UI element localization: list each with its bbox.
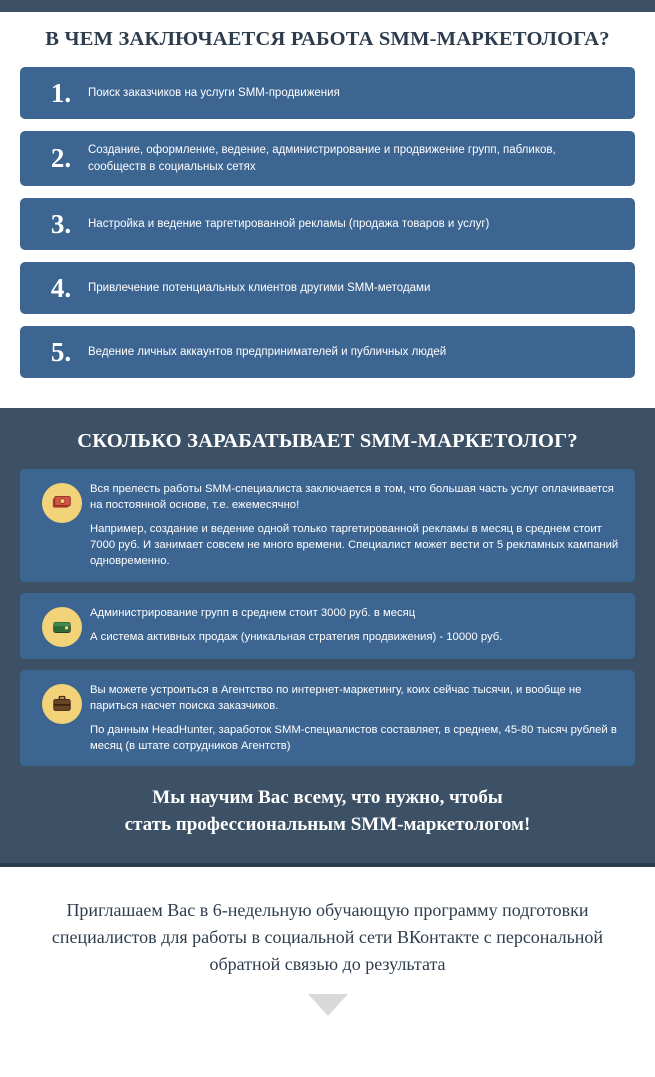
closing-statement [20, 784, 635, 839]
section-earnings-title: СКОЛЬКО ЗАРАБАТЫВАЕТ SMM-МАРКЕТОЛОГ? [77, 430, 578, 453]
list-item-number: 5. [50, 336, 72, 367]
list-item-label: Поиск заказчиков на услуги SMM-продвижения [88, 86, 340, 99]
section-earnings [0, 408, 655, 862]
closing-line-1: Мы научим Вас всему, что нужно, чтобы [152, 786, 503, 808]
list-item-label: Привлечение потенциальных клиентов другими SMM-методами [88, 282, 431, 294]
section-job-duties [0, 12, 655, 408]
wallet-icon-shape [42, 607, 82, 647]
list-item [20, 198, 635, 250]
page-title: В ЧЕМ ЗАКЛЮЧАЕТСЯ РАБОТА SMM-МАРКЕТОЛОГА? [45, 28, 610, 50]
list-item-number: 2. [50, 143, 72, 174]
money-icon [34, 481, 90, 523]
list-item-label: Настройка и ведение таргетированной рекламы (продажа товаров и услуг) [88, 218, 490, 230]
list-item-number: 1. [50, 77, 72, 108]
closing-line-2: стать профессиональным SMM-маркетологом! [124, 814, 531, 836]
scroll-down-button[interactable] [28, 994, 627, 1016]
section-divider [0, 863, 655, 879]
info-card-body [90, 605, 621, 645]
briefcase-icon [34, 682, 90, 724]
chevron-down-icon [308, 994, 348, 1016]
list-item [20, 262, 635, 314]
top-bar [0, 0, 655, 12]
info-card [20, 670, 635, 766]
info-card-paragraph: Администрирование групп в среднем стоит 3000 руб. в месяц [90, 606, 416, 619]
info-card-body [90, 481, 621, 569]
list-item [20, 131, 635, 186]
list-item [20, 326, 635, 378]
list-item-label: Ведение личных аккаунтов предпринимателей и публичных людей [88, 346, 447, 358]
info-card-paragraph: По данным HeadHunter, заработок SMM-специалистов составляет, в среднем, 45-80 тысяч рублей в месяц (в штате сотрудников Агентств) [90, 723, 617, 752]
info-card-paragraph: А система активных продаж (уникальная стратегия продвижения) - 10000 руб. [90, 630, 503, 643]
info-card [20, 593, 635, 659]
list-item-number: 3. [50, 208, 72, 239]
info-card-body [90, 682, 621, 754]
info-card [20, 469, 635, 581]
money-icon-shape [42, 483, 82, 523]
section-invitation [0, 879, 655, 1026]
list-item [20, 67, 635, 119]
info-card-paragraph: Вы можете устроиться в Агентство по интернет-маркетингу, коих сейчас тысячи, и вообще не париться насчет поиска заказчиков. [90, 683, 582, 712]
info-card-paragraph: Например, создание и ведение одной только таргетированной рекламы в месяц в среднем стоит 7000 руб. И занимает совсем не много времени. Специалист может вести от 5 рекламных кампаний одновременно. [90, 523, 619, 568]
info-card-paragraph: Вся прелесть работы SMM-специалиста заключается в том, что большая часть услуг оплачивается на постоянной основе, т.е. ежемесячно! [90, 483, 614, 512]
briefcase-icon-shape [42, 684, 82, 724]
invitation-text: Приглашаем Вас в 6-недельную обучающую программу подготовки специалистов для работы в социальной сети ВКонтакте с персональной обратной связью до результата [51, 899, 604, 974]
wallet-icon [34, 605, 90, 647]
list-item-number: 4. [50, 272, 72, 303]
list-item-label: Создание, оформление, ведение, администрирование и продвижение групп, пабликов, сообществ в социальных сетях [88, 144, 556, 173]
